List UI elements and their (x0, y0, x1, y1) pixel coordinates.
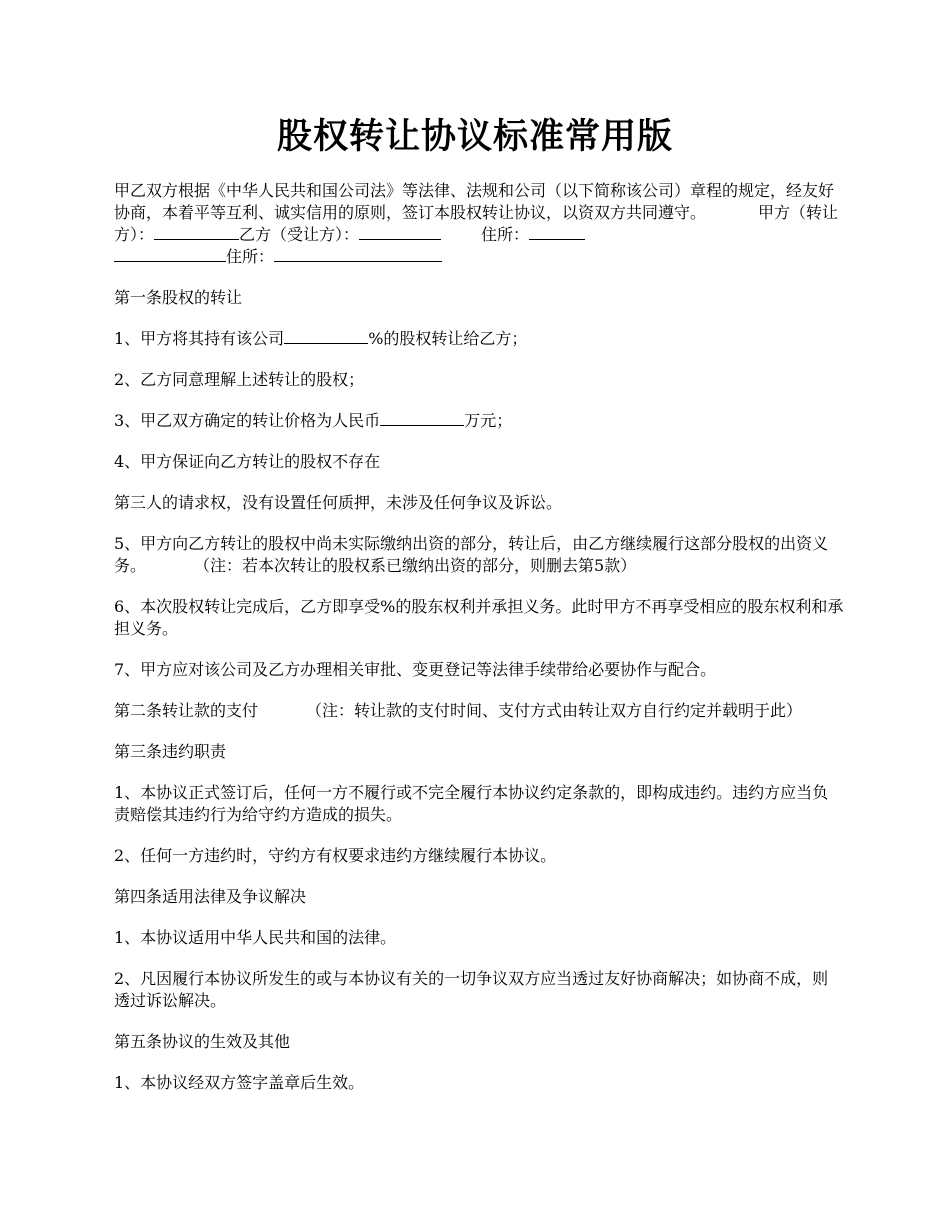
clause-1-1 (114, 328, 844, 350)
clause-3-2: 2、任何一方违约时，守约方有权要求违约方继续履行本协议。 (114, 846, 557, 865)
article-1-heading: 第一条股权的转让 (114, 288, 243, 307)
share-percent-blank[interactable] (284, 328, 368, 344)
clause-1-3-text-b: 万元； (464, 411, 513, 430)
article-2-note: （注：转让款的支付时间、支付方式由转让双方自行约定并载明于此） (306, 701, 803, 720)
clause-1-3 (114, 410, 844, 432)
party-b-label: 乙方（受让方）： (239, 225, 360, 244)
clause-4-2: 2、凡因履行本协议所发生的或与本协议有关的一切争议双方应当透过友好协商解决；如协商不成，则透过诉讼解决。 (114, 969, 829, 1010)
price-blank[interactable] (380, 410, 464, 426)
clause-1-4-cont: 第三人的请求权，没有设置任何质押，未涉及任何争议及诉讼。 (114, 493, 563, 512)
party-b-blank[interactable] (359, 224, 441, 240)
clause-1-7: 7、甲方应对该公司及乙方办理相关审批、变更登记等法律手续带给必要协作与配合。 (114, 660, 717, 679)
document-body (114, 180, 844, 1094)
clause-4-1: 1、本协议适用中华人民共和国的法律。 (114, 928, 397, 947)
clause-1-4: 4、甲方保证向乙方转让的股权不存在 (114, 452, 381, 471)
address-a-blank-2[interactable] (114, 246, 226, 262)
intro-paragraph (114, 180, 844, 268)
clause-1-6: 6、本次股权转让完成后，乙方即享受%的股东权利并承担义务。此时甲方不再享受相应的股东权利和承担义务。 (114, 597, 844, 638)
clause-3-1: 1、本协议正式签订后，任何一方不履行或不完全履行本协议约定条款的，即构成违约。违约方应当负责赔偿其违约行为给守约方造成的损失。 (114, 783, 829, 824)
clause-1-1-text-b: %的股权转让给乙方； (368, 329, 528, 348)
clause-5-1: 1、本协议经双方签字盖章后生效。 (114, 1073, 365, 1092)
clause-1-5 (114, 533, 844, 577)
address-a-blank-1[interactable] (529, 224, 585, 240)
document-title: 股权转让协议标准常用版 (276, 116, 673, 157)
clause-1-5-text: 5、甲方向乙方转让的股权中尚未实际缴纳出资的部分，转让后，由乙方继续履行这部分股权的出资义务。 (114, 534, 829, 575)
party-a-blank[interactable] (154, 224, 239, 240)
address-b-blank[interactable] (274, 246, 442, 262)
article-5-heading: 第五条协议的生效及其他 (114, 1032, 291, 1051)
clause-1-3-text-a: 3、甲乙双方确定的转让价格为人民币 (114, 411, 381, 430)
address-a-label: 住所： (481, 225, 530, 244)
clause-1-1-text-a: 1、甲方将其持有该公司 (114, 329, 285, 348)
intro-text: 甲乙双方根据《中华人民共和国公司法》等法律、法规和公司（以下简称该公司）章程的规定，经友好协商，本着平等互利、诚实信用的原则，签订本股权转让协议，以资双方共同遵守。 (114, 181, 835, 222)
article-2-title: 第二条转让款的支付 (114, 701, 259, 720)
article-4-heading: 第四条适用法律及争议解决 (114, 887, 307, 906)
clause-1-5-note: （注：若本次转让的股权系已缴纳出资的部分，则删去第5款） (194, 556, 637, 575)
clause-1-2: 2、乙方同意理解上述转让的股权； (114, 370, 365, 389)
article-2-heading (114, 700, 844, 722)
article-3-heading: 第三条违约职责 (114, 742, 227, 761)
address-b-label: 住所： (226, 247, 275, 266)
party-a-label: 甲方（转让方）： (114, 203, 839, 244)
